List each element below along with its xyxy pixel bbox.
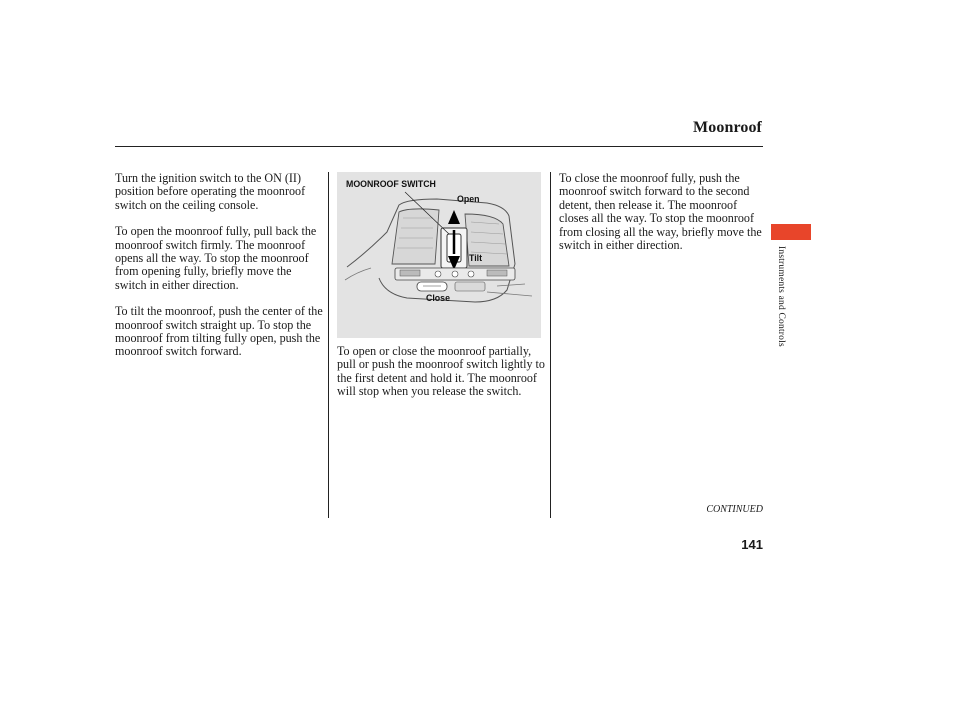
section-tab: [771, 224, 811, 240]
ceiling-console-illustration: [337, 172, 541, 338]
label-open: Open: [457, 194, 480, 204]
section-label: Instruments and Controls: [776, 246, 786, 347]
title-divider: [115, 146, 763, 147]
continued-label: CONTINUED: [706, 504, 763, 515]
paragraph-partial: To open or close the moonroof partially, pull or push the moonroof switch lightly to the first detent and hold it. The moonroof will stop when you release the switch.: [337, 344, 545, 399]
page-number: 141: [741, 537, 763, 552]
paragraph-ignition: Turn the ignition switch to the ON (II) position before operating the moonroof switch on the ceiling console.: [115, 171, 306, 212]
figure-title: MOONROOF SWITCH: [346, 179, 436, 189]
label-tilt: Tilt: [469, 253, 483, 263]
column-divider-1: [328, 172, 329, 518]
paragraph-close-fully: To close the moonroof fully, push the moonroof switch forward to the second detent, then release it. The moonroof closes all the way. To stop the moonroof from closing all the way, briefly move the switch in either direction.: [559, 171, 762, 253]
moonroof-switch-figure: [337, 172, 541, 338]
column-1: [115, 172, 325, 372]
paragraph-tilt: To tilt the moonroof, push the center of the moonroof switch straight up. To stop the moonroof from tilting fully open, push the moonroof switch forward.: [115, 304, 323, 359]
paragraph-open-fully: To open the moonroof fully, pull back the moonroof switch firmly. The moonroof opens all the way. To stop the moonroof from opening fully, briefly move the switch in either direction.: [115, 224, 317, 292]
label-close: Close: [426, 293, 450, 303]
column-2: [337, 345, 545, 412]
page-title: Moonroof: [693, 119, 762, 136]
column-3: [559, 172, 763, 265]
column-divider-2: [550, 172, 551, 518]
